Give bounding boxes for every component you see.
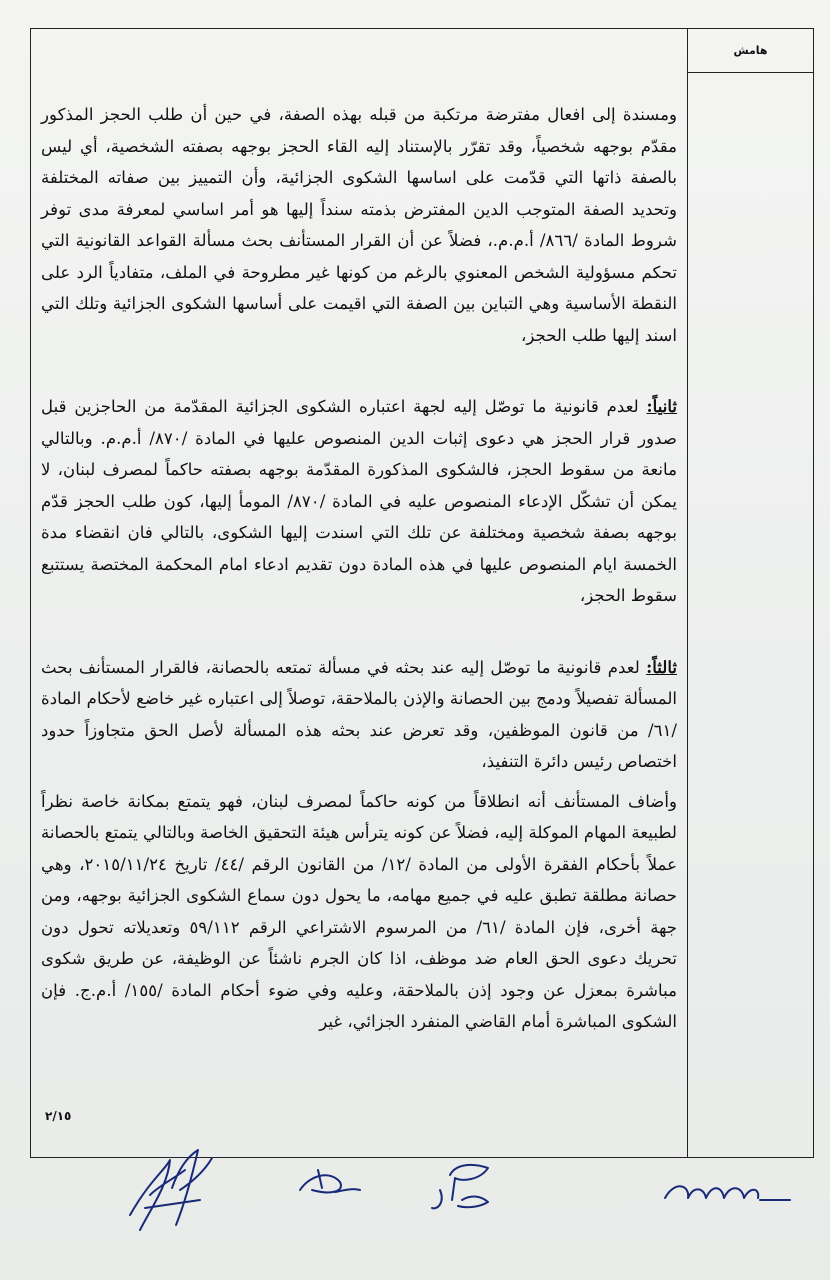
signature-1 (130, 1150, 212, 1230)
page-frame (30, 28, 814, 1158)
heading-second: ثانياً: (646, 396, 677, 416)
signature-3 (432, 1165, 488, 1208)
margin-header: هامش (688, 29, 813, 73)
paragraph-3 (41, 652, 677, 778)
margin-column (687, 29, 813, 1157)
body-text (41, 99, 677, 1038)
paragraph-1: ومسندة إلى افعال مفترضة مرتكبة من قبله بهذه الصفة، في حين أن طلب الحجز المذكور مقدّم بوجهه شخصياً، وقد تقرّر بالإستناد إليه القاء الحجز بوجهه بصفته الشخصية، أي ليس بالصفة ذاتها التي قدّمت على اساسها الشكوى الجزائية، وأن التمييز بين صفاته المختلفة وتحديد الصفة المتوجب الدين المفترض بذمته سنداً إليها هو أمر اساسي لمعرفة مدى توفر شروط المادة /٨٦٦/ أ.م.م.، فضلاً عن أن القرار المستأنف بحث مسألة القواعد القانونية التي تحكم مسؤولية الشخص المعنوي بالرغم من كونها غير مطروحة في الملف، متفادياً الرد على النقطة الأساسية وهي التباين بين الصفة التي اقيمت على أساسها الشكوى الجزائية وتلك التي اسند إليها طلب الحجز، (41, 105, 677, 345)
paragraph-3-text: لعدم قانونية ما توصّل إليه عند بحثه في مسألة تمتعه بالحصانة، فالقرار المستأنف بحث المسألة تفصيلاً ودمج بين الحصانة والإذن بالملاحقة، توصلاً إلى اعتباره غير خاضع لأحكام المادة /٦١/ من قانون الموظفين، وقد تعرض عند بحثه هذه المسألة لأصل الحق متجاوزاً حدود اختصاص رئيس دائرة التنفيذ، (41, 657, 677, 771)
page-number: ٢/١٥ (45, 1109, 72, 1123)
signature-2 (300, 1170, 360, 1192)
paragraph-4: وأضاف المستأنف أنه انطلاقاً من كونه حاكماً لمصرف لبنان، فهو يتمتع بمكانة خاصة نظراً لطبيعة المهام الموكلة إليه، فضلاً عن كونه يترأس هيئة التحقيق الخاصة وبالتالي يتمتع بالحصانة عملاً بأحكام الفقرة الأولى من المادة /١٢/ من القانون الرقم /٤٤/ تاريخ ٢٠١٥/١١/٢٤، وهي حصانة مطلقة تطبق عليه في جميع مهامه، ما يحول دون سماع الشكوى الجزائية بوجهه، ومن جهة أخرى، فإن المادة /٦١/ من المرسوم الاشتراعي الرقم ٥٩/١١٢ وتعديلاته تحول دون تحريك دعوى الحق العام ضد موظف، اذا كان الجرم ناشئاً عن الوظيفة، عن طريق شكوى مباشرة بمعزل عن وجود إذن بالملاحقة، وعليه وفي ضوء أحكام المادة /١٥٥/ أ.م.ج. فإن الشكوى المباشرة أمام القاضي المنفرد الجزائي، غير (41, 791, 678, 1031)
signatures (0, 1140, 830, 1280)
paragraph-2 (41, 391, 677, 612)
heading-third: ثالثاً: (646, 656, 677, 677)
paragraph-2-text: لعدم قانونية ما توصّل إليه لجهة اعتباره الشكوى الجزائية المقدّمة من الحاجزين قبل صدور قرار الحجز هي دعوى إثبات الدين المنصوص عليها في المادة /٨٧٠/ أ.م.م. وبالتالي مانعة من سقوط الحجز، فالشكوى المذكورة المقدّمة بوجهه بصفته حاكماً لمصرف لبنان، لا يمكن أن تشكّل الإدعاء المنصوص عليه في المادة /٨٧٠/ المومأ إليها، كون طلب الحجز قدّم بوجهه بصفة شخصية ومختلفة عن تلك التي اسندت إليها الشكوى، بالتالي فان انقضاء مدة الخمسة ايام المنصوص عليها في هذه المادة دون تقديم ادعاء امام المحكمة المختصة يستتبع سقوط الحجز، (41, 397, 678, 605)
body-column (31, 29, 687, 1157)
signature-4 (665, 1186, 790, 1200)
